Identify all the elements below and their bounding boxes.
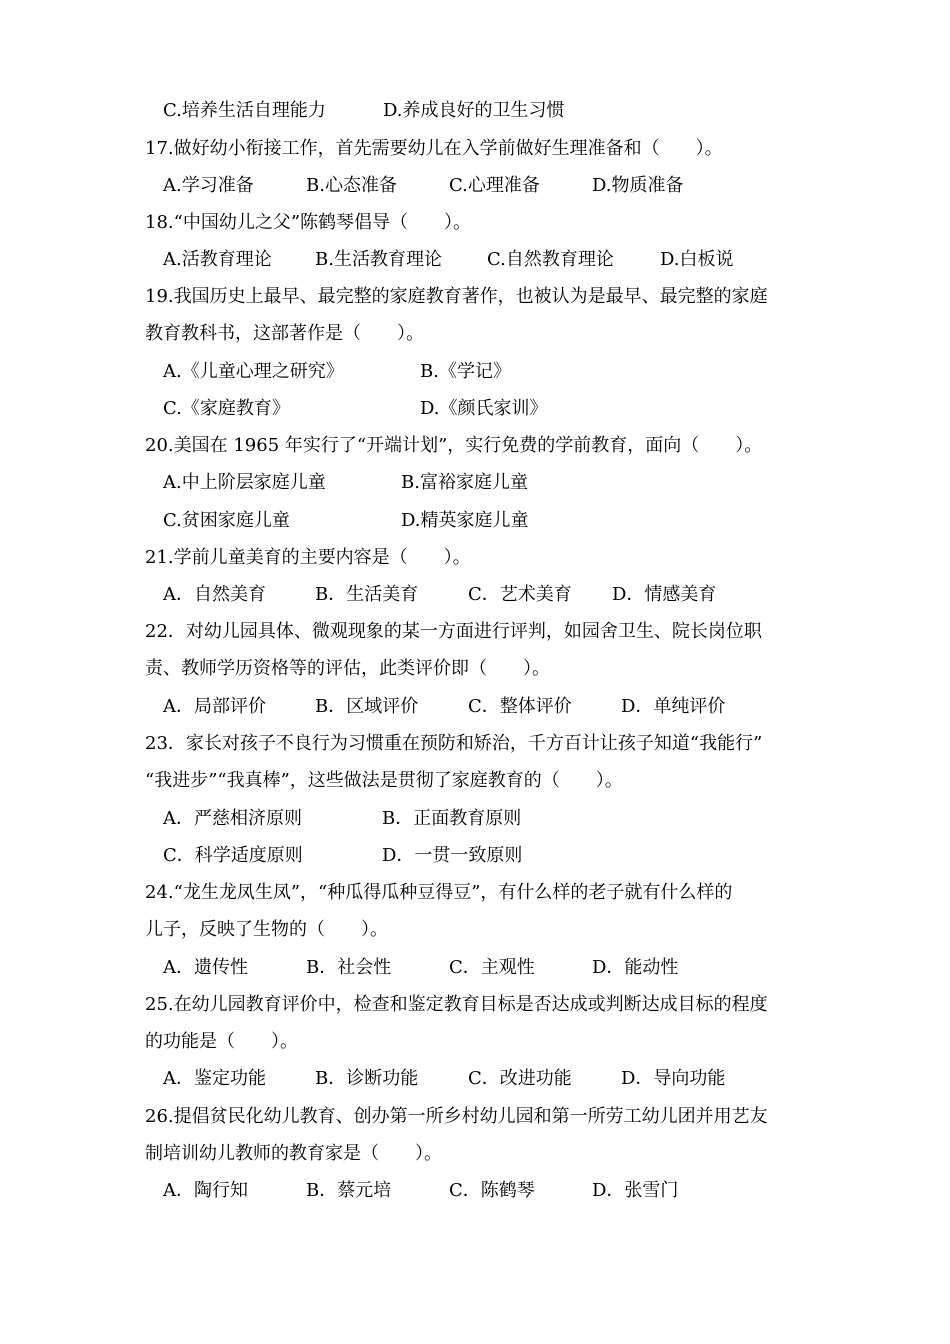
- option-18-a: A.活教育理论: [163, 249, 272, 270]
- option-22-d: D．单纯评价: [621, 696, 726, 717]
- option-24-b: B．社会性: [306, 957, 392, 978]
- option-25-b: B．诊断功能: [315, 1068, 419, 1089]
- question-17-stem: 17.做好幼小衔接工作，首先需要幼儿在入学前做好生理准备和（ ）。: [145, 138, 723, 159]
- question-22-stem-line-2: 责、教师学历资格等的评估，此类评价即（ ）。: [145, 658, 550, 679]
- option-23-c: C．科学适度原则: [163, 845, 303, 866]
- option-20-b: B.富裕家庭儿童: [401, 472, 528, 493]
- option-17-a: A.学习准备: [163, 175, 254, 196]
- option-17-c: C.心理准备: [449, 175, 540, 196]
- option-26-d: D．张雪门: [592, 1180, 679, 1201]
- option-21-b: B．生活美育: [315, 584, 419, 605]
- option-25-d: D．导向功能: [621, 1068, 726, 1089]
- option-19-c: C.《家庭教育》: [163, 398, 290, 419]
- option-24-a: A．遗传性: [163, 957, 248, 978]
- option-26-b: B．蔡元培: [306, 1180, 392, 1201]
- question-25-stem-line-1: 25.在幼儿园教育评价中，检查和鉴定教育目标是否达成或判断达成目标的程度: [145, 994, 768, 1015]
- question-25-stem-line-2: 的功能是（ ）。: [145, 1031, 298, 1052]
- option-16-c: C.培养生活自理能力: [163, 100, 326, 121]
- option-22-a: A．局部评价: [163, 696, 266, 717]
- question-24-stem-line-2: 儿子，反映了生物的（ ）。: [145, 919, 388, 940]
- question-26-stem-line-1: 26.提倡贫民化幼儿教育、创办第一所乡村幼儿园和第一所劳工幼儿团并用艺友: [145, 1106, 768, 1127]
- option-18-d: D.白板说: [660, 249, 734, 270]
- option-17-d: D.物质准备: [592, 175, 684, 196]
- question-20-stem: 20.美国在 1965 年实行了“开端计划”，实行免费的学前教育，面向（ ）。: [145, 435, 763, 456]
- question-19-stem-line-2: 教育教科书，这部著作是（ ）。: [145, 323, 424, 344]
- option-19-a: A.《儿童心理之研究》: [163, 361, 344, 382]
- option-17-b: B.心态准备: [306, 175, 397, 196]
- option-21-a: A．自然美育: [163, 584, 266, 605]
- option-18-c: C.自然教育理论: [487, 249, 614, 270]
- question-23-stem-line-2: “我进步”“我真棒”，这些做法是贯彻了家庭教育的（ ）。: [145, 770, 623, 791]
- question-23-stem-line-1: 23．家长对孩子不良行为习惯重在预防和矫治，千方百计让孩子知道“我能行”: [145, 733, 763, 754]
- option-23-d: D．一贯一致原则: [382, 845, 523, 866]
- question-19-stem-line-1: 19.我国历史上最早、最完整的家庭教育著作，也被认为是最早、最完整的家庭: [145, 286, 768, 307]
- option-22-c: C．整体评价: [468, 696, 572, 717]
- option-20-c: C.贫困家庭儿童: [163, 510, 290, 531]
- option-21-c: C．艺术美育: [468, 584, 572, 605]
- option-23-b: B．正面教育原则: [382, 808, 522, 829]
- option-25-c: C．改进功能: [468, 1068, 572, 1089]
- question-22-stem-line-1: 22．对幼儿园具体、微观现象的某一方面进行评判，如园舍卫生、院长岗位职: [145, 621, 762, 642]
- option-21-d: D．情感美育: [612, 584, 717, 605]
- option-22-b: B．区域评价: [315, 696, 419, 717]
- option-24-c: C．主观性: [449, 957, 535, 978]
- option-20-a: A.中上阶层家庭儿童: [163, 472, 326, 493]
- option-23-a: A．严慈相济原则: [163, 808, 302, 829]
- option-18-b: B.生活教育理论: [315, 249, 442, 270]
- option-26-a: A．陶行知: [163, 1180, 248, 1201]
- option-20-d: D.精英家庭儿童: [401, 510, 529, 531]
- option-19-b: B.《学记》: [420, 361, 511, 382]
- option-16-d: D.养成良好的卫生习惯: [383, 100, 565, 121]
- option-19-d: D.《颜氏家训》: [420, 398, 548, 419]
- question-21-stem: 21.学前儿童美育的主要内容是（ ）。: [145, 547, 471, 568]
- question-18-stem: 18.“中国幼儿之父”陈鹤琴倡导（ ）。: [145, 212, 472, 233]
- option-24-d: D．能动性: [592, 957, 679, 978]
- question-24-stem-line-1: 24.“龙生龙凤生凤”，“种瓜得瓜种豆得豆”，有什么样的老子就有什么样的: [145, 882, 733, 903]
- question-26-stem-line-2: 制培训幼儿教师的教育家是（ ）。: [145, 1143, 442, 1164]
- option-25-a: A．鉴定功能: [163, 1068, 266, 1089]
- option-26-c: C．陈鹤琴: [449, 1180, 535, 1201]
